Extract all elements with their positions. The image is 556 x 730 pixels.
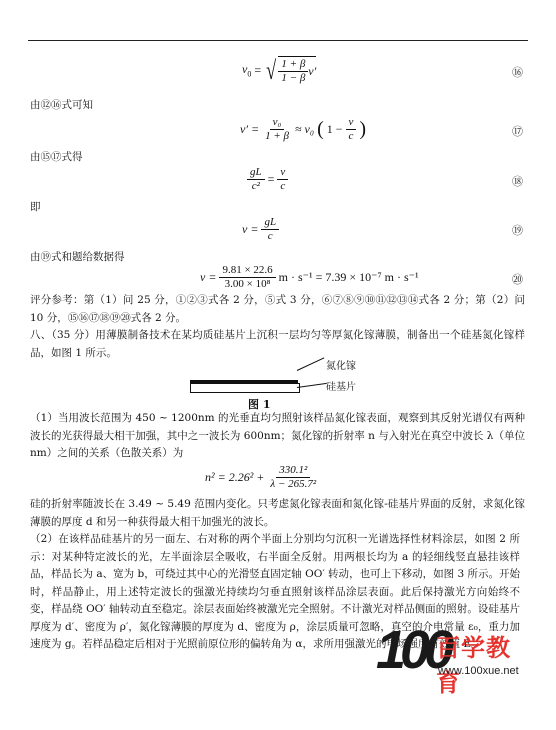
problem-8-intro-text: 八、（35 分）用薄膜制备技术在某均质硅基片上沉积一层均匀等厚氮化镓薄膜，制备出一个硅基氮化镓样品，如图 1 所示。 bbox=[30, 329, 525, 359]
eq16-den: 1 − β bbox=[281, 72, 306, 84]
part-1-continued-text: 硅的折射率随波长在 3.49 ~ 5.49 范围内变化。只考虑氮化镓表面和氮化镓-硅基片界面的反射，求氮化镓薄膜的厚度 d 和另一种获得最大相干加强光的波长。 bbox=[30, 498, 525, 528]
figure1-si-substrate bbox=[190, 383, 300, 393]
eq16-num: 1 + β bbox=[278, 58, 308, 72]
eq18-rhs-num: v bbox=[277, 166, 288, 180]
watermark-logo bbox=[376, 620, 526, 700]
part-1-text: （1）当用波长范围为 450 ~ 1200nm 的光垂直均匀照射该样品氮化镓表面，观察到其反射光谱仅有两种波长的光获得最大相干加强，其中之一波长为 600nm；氮化镓的折射率 n 与入射光在真空中波长 λ（单位 nm）之间的关系（色散关系）为 bbox=[30, 412, 525, 459]
figure1-caption: 图 1 bbox=[248, 398, 271, 411]
equation-18 bbox=[247, 166, 288, 193]
eq17-one-minus: 1 − bbox=[326, 122, 343, 136]
eq18-equals: = bbox=[267, 172, 275, 186]
part-1-continued bbox=[30, 496, 525, 531]
eqn-den: λ − 265.7² bbox=[270, 478, 317, 490]
eq17-paren-open: ( bbox=[317, 118, 324, 140]
part-1-question bbox=[30, 410, 525, 463]
eq17-paren-close: ) bbox=[359, 118, 367, 140]
equation-number-16: ⑯ bbox=[512, 67, 523, 79]
eq18-lhs-den: c² bbox=[251, 180, 260, 192]
eq17-den: 1 + β bbox=[265, 130, 289, 142]
eq17-approx: ≈ v₀ bbox=[294, 122, 315, 136]
eq20-num: 9.81 × 22.6 bbox=[219, 264, 275, 278]
eq17-num: v₀ bbox=[270, 116, 285, 130]
equation-number-19: ⑲ bbox=[512, 225, 523, 237]
figure1-leader-bottom bbox=[297, 383, 327, 388]
text-derive-1: 由⑫⑯式可知 bbox=[30, 99, 93, 111]
eq16-equals: = bbox=[254, 63, 262, 77]
logo-name: 百学教育 bbox=[436, 634, 511, 697]
eq19-lhs: v = bbox=[242, 222, 259, 236]
header-rule bbox=[28, 40, 528, 41]
equation-16 bbox=[242, 56, 316, 85]
logo-url: www.100xue.net bbox=[438, 665, 519, 677]
eq18-lhs-num: gL bbox=[247, 166, 265, 180]
text-derive-2: 由⑮⑰式得 bbox=[30, 151, 83, 163]
eq16-sqrt: √ $\frac{1 + \beta}{1 - \beta}$ v′ bbox=[266, 55, 317, 85]
dispersion-equation bbox=[205, 464, 319, 491]
eq16-lhs: $v_0$ bbox=[242, 62, 252, 79]
part-2-text: （2）在该样品硅基片的另一面左、右对称的两个半面上分别均匀沉积一光谱选择性材料涂层，如图 2 所示：对某种特定波长的光，左半面涂层全吸收，右半面全反射。用两根长均为 a 的轻细线竖直悬挂该样品，样品长为 a、宽为 b，可绕过其中心的光滑竖直固定轴 OO′ 转动，也可上下移动，如图 3 所示。开始时，样品静止，用上述特定波长的强激光持续均匀垂直照射该样品涂层表面。此后保持激光方向始终不变，样品绕 OO′ 轴转动直至稳定。涂层表面始终被激光完全照射。不计激光对样品侧面的照射。设硅基片厚度为 d′、密度为 ρ′，氮化镓薄膜的厚度为 d、密度为 ρ，涂层质量可忽略，真空的介电常量 ε₀，重力加速度为 g。若样品稳定后相对于光照前原位形的偏转角为 α，求所用强激光的电场强度有效值 E。 bbox=[30, 533, 520, 650]
eqn-lhs: n² = 2.26² + bbox=[205, 470, 265, 484]
logo-digits: 100 bbox=[376, 620, 449, 680]
equation-19 bbox=[242, 216, 279, 243]
eq20-result: m · s⁻¹ = 7.39 × 10⁻⁷ m · s⁻¹ bbox=[278, 270, 419, 284]
scoring-reference bbox=[30, 292, 525, 327]
problem-8-intro bbox=[30, 327, 525, 362]
figure1-label-gan: 氮化镓 bbox=[326, 361, 356, 372]
equation-20 bbox=[200, 264, 419, 291]
text-derive-4: 由⑲式和题给数据得 bbox=[30, 251, 125, 263]
scoring-text: 评分参考：第（1）问 25 分，①②③式各 2 分，⑤式 3 分，⑥⑦⑧⑨⑩⑪⑫⑬⑭式各 2 分；第（2）问 10 分，⑮⑯⑰⑱⑲⑳式各 2 分。 bbox=[30, 294, 525, 324]
figure1-label-si: 硅基片 bbox=[326, 382, 356, 393]
eq19-rhs-num: gL bbox=[261, 216, 279, 230]
equation-17 bbox=[240, 116, 366, 143]
eq16-tail: v′ bbox=[308, 64, 317, 78]
eq17-lhs: v′ = bbox=[240, 122, 260, 136]
eq20-den: 3.00 × 10⁸ bbox=[224, 278, 271, 290]
eq18-rhs-den: c bbox=[280, 180, 286, 192]
equation-number-20: ⑳ bbox=[512, 274, 523, 286]
eq20-lhs: v = bbox=[200, 270, 217, 284]
text-derive-3: 即 bbox=[30, 201, 41, 213]
equation-number-17: ⑰ bbox=[512, 126, 523, 138]
eqn-num: 330.1² bbox=[276, 464, 310, 478]
equation-number-18: ⑱ bbox=[512, 176, 523, 188]
eq17-inner-num: v bbox=[346, 116, 357, 130]
eq19-rhs-den: c bbox=[267, 230, 273, 242]
eq17-inner-den: c bbox=[348, 130, 354, 142]
